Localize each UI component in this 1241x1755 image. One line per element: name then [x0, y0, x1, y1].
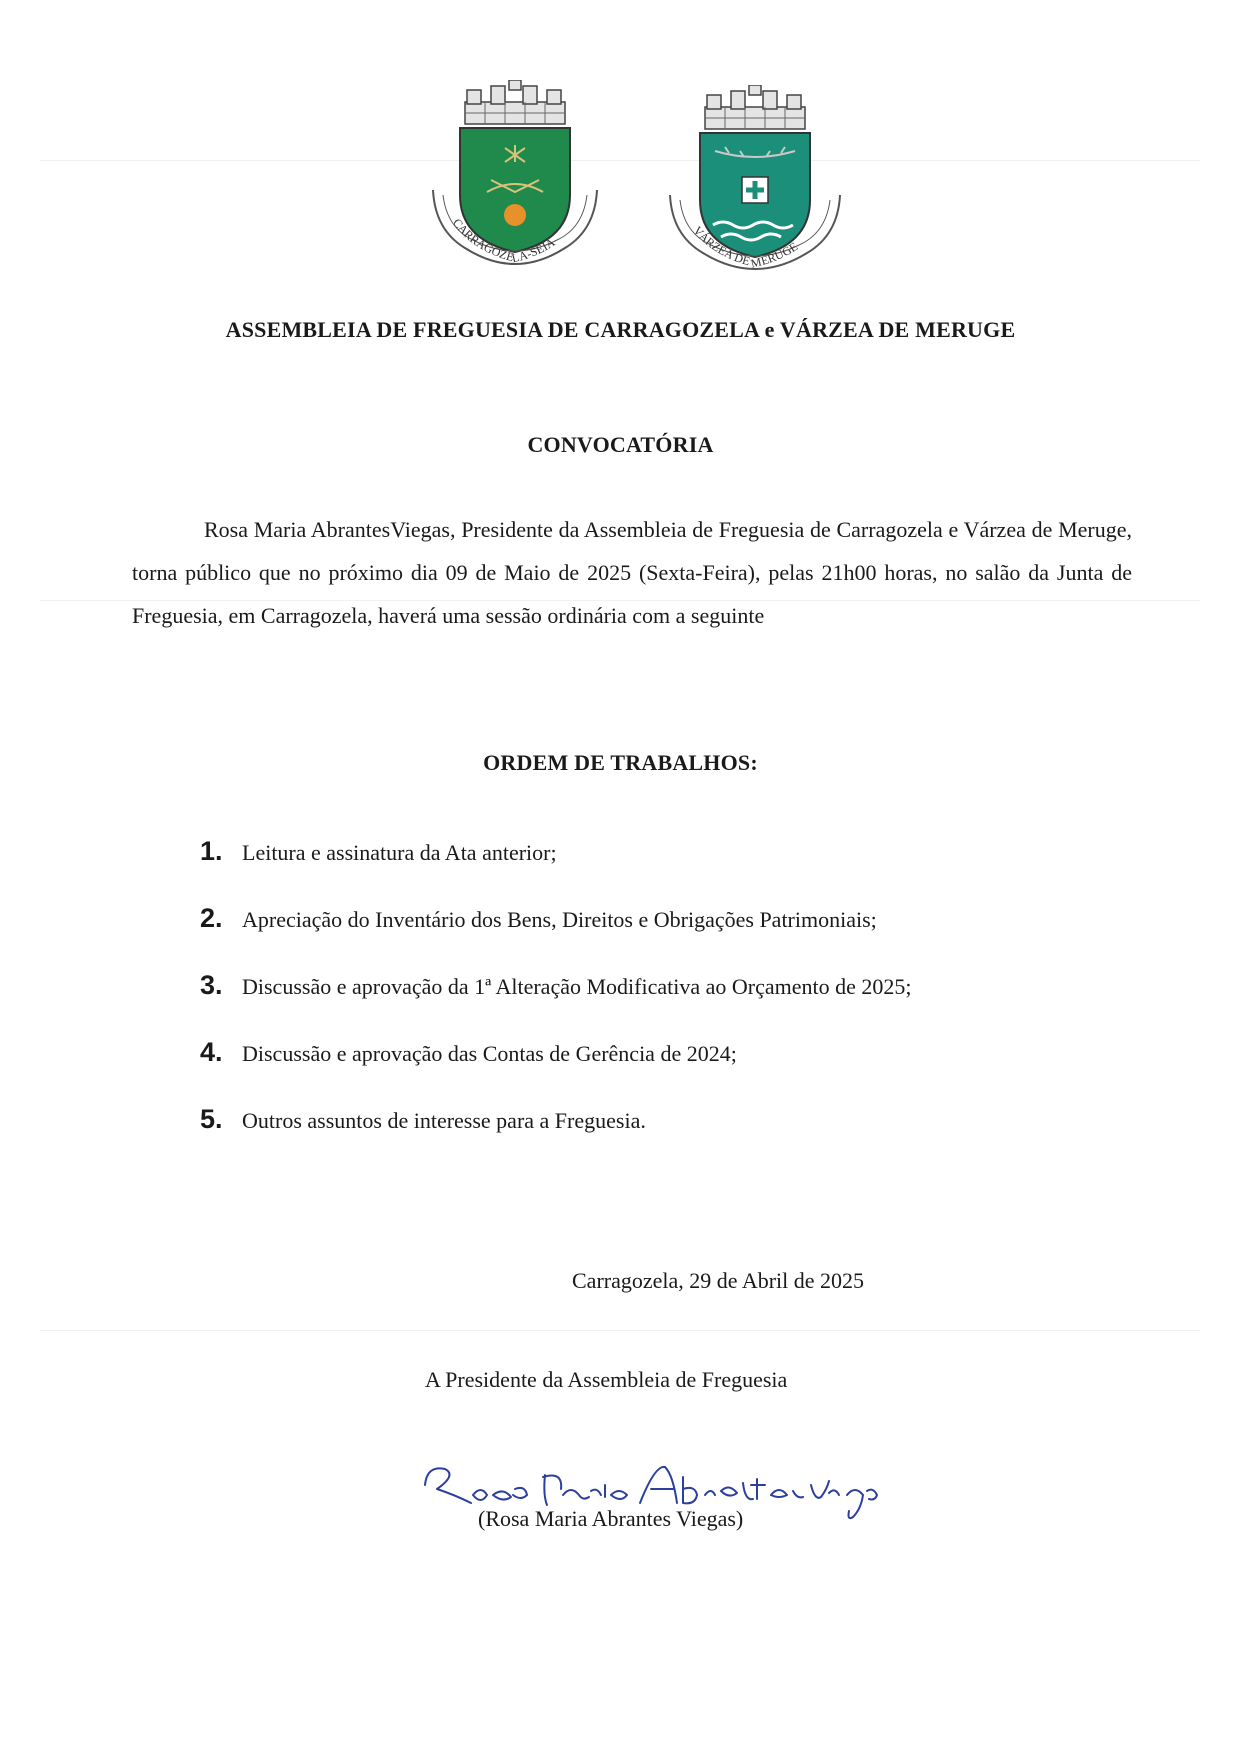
agenda-item	[200, 836, 1160, 907]
carragozela-coat-of-arms-icon	[425, 80, 605, 270]
scan-artifact-line	[40, 1330, 1200, 1331]
agenda-item	[200, 970, 1160, 1041]
agenda-item-number: 5.	[200, 1104, 223, 1134]
agenda-item-text: Discussão e aprovação da 1ª Alteração Modificativa ao Orçamento de 2025;	[242, 974, 912, 999]
signer-name: (Rosa Maria Abrantes Viegas)	[478, 1506, 744, 1531]
varzea-de-meruge-motto: VÁRZEA DE MERUGE	[690, 223, 801, 271]
agenda-title: ORDEM DE TRABALHOS:	[483, 750, 758, 775]
agenda-item-number: 3.	[200, 970, 223, 1000]
carragozela-motto: CARRAGOZELA-SEIA	[449, 215, 558, 266]
agenda-item	[200, 903, 1160, 974]
intro-paragraph: Rosa Maria AbrantesViegas, Presidente da Assembleia de Freguesia de Carragozela e Várzea de Meruge, torna público que no próximo dia 09 de Maio de 2025 (Sexta-Feira), pelas 21h00 horas, no salão da Junta de Freguesia, em Carragozela, haverá uma sessão ordinária com a seguinte	[132, 517, 1132, 628]
organization-title: ASSEMBLEIA DE FREGUESIA DE CARRAGOZELA e VÁRZEA DE MERUGE	[225, 317, 1016, 342]
scan-artifact-line	[40, 160, 1200, 161]
agenda-item	[200, 1037, 1160, 1108]
document-title: CONVOCATÓRIA	[527, 432, 714, 457]
agenda-item-text: Discussão e aprovação das Contas de Gerência de 2024;	[242, 1041, 737, 1066]
place-and-date: Carragozela, 29 de Abril de 2025	[572, 1268, 865, 1293]
varzea-de-meruge-coat-of-arms-icon	[655, 85, 855, 275]
agenda-item-text: Outros assuntos de interesse para a Freguesia.	[242, 1108, 646, 1133]
agenda-list	[200, 836, 1160, 1175]
agenda-item-text: Apreciação do Inventário dos Bens, Direitos e Obrigações Patrimoniais;	[242, 907, 877, 932]
signature-text: Rosa Maria Abrantes Viegas	[415, 1455, 427, 1456]
signer-role: A Presidente da Assembleia de Freguesia	[425, 1367, 788, 1392]
agenda-item-text: Leitura e assinatura da Ata anterior;	[242, 840, 557, 865]
agenda-item-number: 1.	[200, 836, 223, 866]
agenda-item	[200, 1104, 1160, 1175]
agenda-item-number: 4.	[200, 1037, 223, 1067]
agenda-item-number: 2.	[200, 903, 223, 933]
